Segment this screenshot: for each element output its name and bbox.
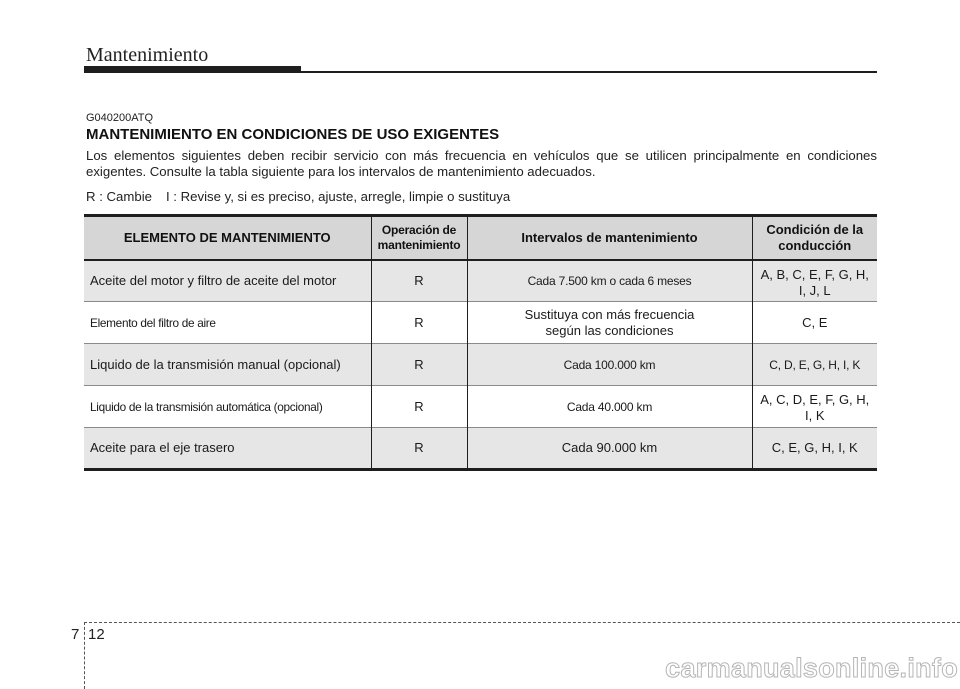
maintenance-table (84, 214, 877, 471)
row-item: Liquido de la transmisión automática (opcional) (84, 386, 371, 428)
header-bar (84, 66, 301, 73)
row-item: Elemento del filtro de aire (84, 302, 371, 344)
watermark-logo: carmanualsonline.info (665, 653, 958, 683)
legend-inspect: I : Revise y, si es preciso, ajuste, arregle, limpie o sustituya (165, 189, 511, 204)
row-condition: C, D, E, G, H, I, K (752, 344, 877, 386)
row-condition-line1: A, B, C, E, F, G, H, (760, 266, 869, 282)
row-condition (752, 260, 877, 302)
footer-divider (84, 622, 85, 689)
row-interval: Cada 7.500 km o cada 6 meses (467, 260, 752, 302)
table-row (84, 344, 877, 386)
legend-replace: R : Cambie (86, 189, 152, 204)
row-interval: Cada 100.000 km (467, 344, 752, 386)
row-condition-line1: A, C, D, E, F, G, H, (760, 392, 870, 407)
row-interval: Cada 90.000 km (467, 428, 752, 470)
page-number: 12 (88, 626, 105, 643)
header-operation-line1: Operación de (381, 222, 457, 237)
row-condition: C, E (752, 302, 877, 344)
intro-paragraph: Los elementos siguientes deben recibir servicio con más frecuencia en vehículos que se utilicen principalmente en condiciones exigentes. Consulte la tabla siguiente para los intervalos de mantenimiento adecuados. (86, 148, 877, 179)
row-item: Aceite del motor y filtro de aceite del motor (90, 272, 337, 288)
table-row (84, 386, 877, 428)
row-operation: R (371, 344, 467, 386)
row-interval: Cada 40.000 km (467, 386, 752, 428)
row-condition-line2: I, J, L (798, 282, 831, 298)
row-operation: R (371, 386, 467, 428)
row-operation: R (371, 302, 467, 344)
table-header-row (84, 216, 877, 260)
table-row (84, 428, 877, 470)
table-row (84, 260, 877, 302)
header-operation (371, 216, 467, 260)
row-operation: R (371, 260, 467, 302)
row-condition: C, E, G, H, I, K (752, 428, 877, 470)
header-item: ELEMENTO DE MANTENIMIENTO (123, 229, 331, 245)
header-condition-line1: Condición de la (766, 221, 864, 237)
section-code: G040200ATQ (86, 112, 154, 124)
row-interval-line1: Sustituya con más frecuencia (524, 306, 695, 322)
section-title: MANTENIMIENTO EN CONDICIONES DE USO EXIGENTES (86, 126, 500, 143)
row-item: Liquido de la transmisión manual (opcional) (84, 344, 371, 386)
header-condition-line2: conducción (778, 237, 852, 253)
row-condition (752, 386, 877, 428)
row-operation: R (371, 428, 467, 470)
table-row (84, 302, 877, 344)
header-condition (752, 216, 877, 260)
row-condition-line2: I, K (804, 408, 825, 423)
header-rule (301, 71, 877, 73)
row-interval (467, 302, 752, 344)
chapter-number: 7 (71, 626, 80, 643)
header-operation-line2: mantenimiento (377, 237, 461, 252)
row-item: Aceite para el eje trasero (84, 428, 371, 470)
header-interval: Intervalos de mantenimiento (467, 216, 752, 260)
legend (86, 189, 510, 204)
chapter-title: Mantenimiento (86, 44, 209, 66)
row-interval-line2: según las condiciones (545, 322, 674, 338)
footer-rule (84, 622, 960, 623)
